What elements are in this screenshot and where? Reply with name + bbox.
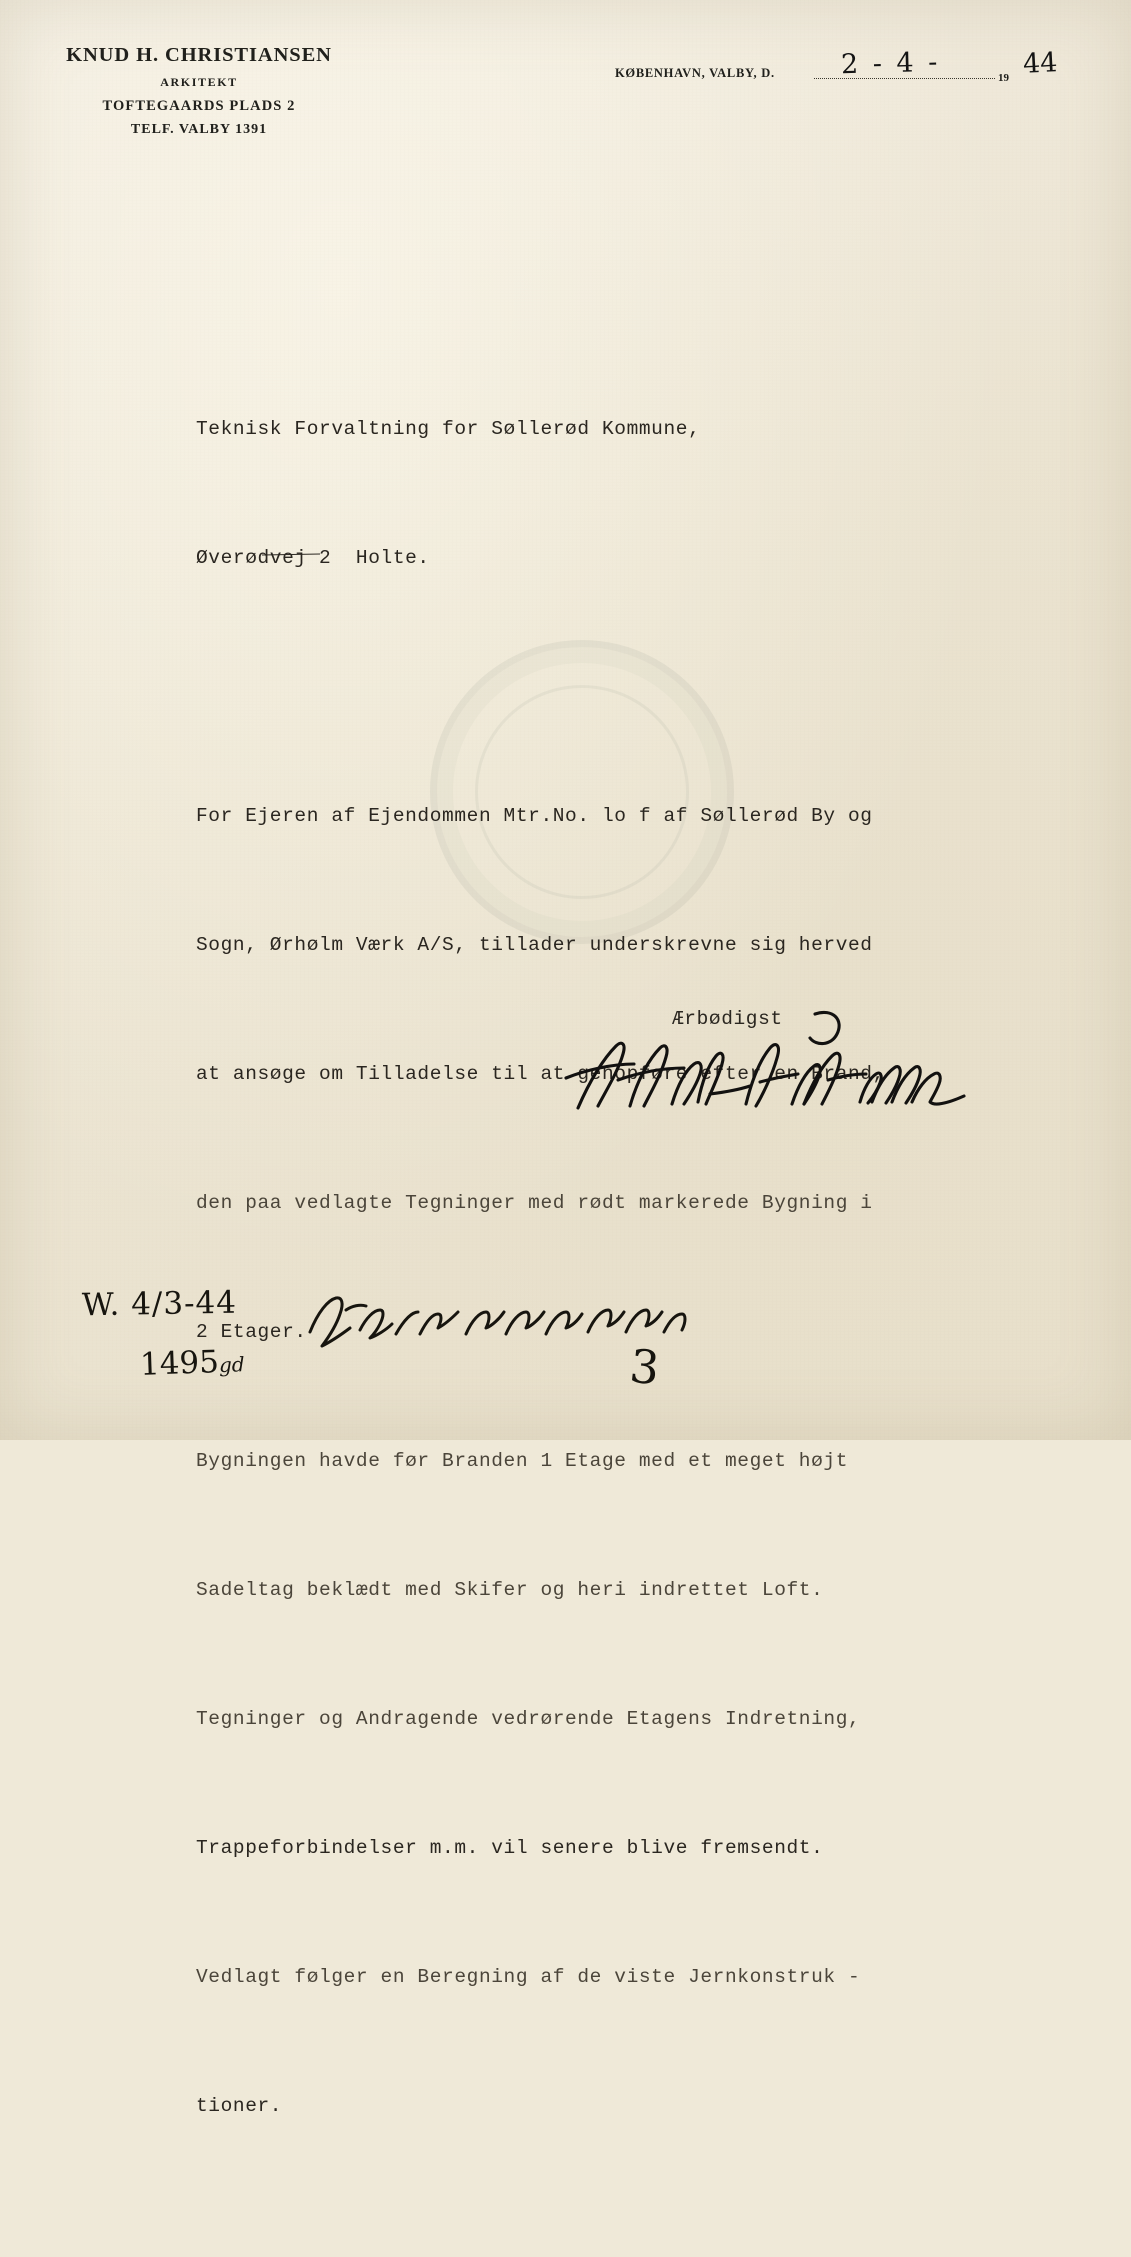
body-p2-line-4: Trappeforbindelser m.m. vil senere blive fremsendt. — [196, 1837, 824, 1859]
body-p1-line-4: den paa vedlagte Tegninger med rødt markerede Bygning i — [196, 1192, 873, 1214]
body-p1-line-5: 2 Etager. — [196, 1321, 307, 1343]
body-p1-line-2: Sogn, Ørhølm Værk A/S, tillader underskrevne sig herved — [196, 934, 873, 956]
dateline-day-handwritten: 2 - 4 - — [840, 46, 941, 81]
body-p2-line-3: Tegninger og Andragende vedrørende Etagens Indretning, — [196, 1708, 861, 1730]
letter-body — [196, 322, 1016, 2257]
letterhead-name: KNUD H. CHRISTIANSEN — [66, 44, 332, 66]
letterhead-address: TOFTEGAARDS PLADS 2 — [102, 98, 296, 114]
body-spacer — [196, 666, 1016, 709]
annotation-received-mark: W. 4/3-44 — [81, 1284, 238, 1324]
annotation-case-number-value: 1495 — [139, 1344, 220, 1383]
body-p2-line-6: tioner. — [196, 2095, 283, 2117]
annotation-case-number-suffix: gd — [218, 1352, 246, 1378]
dateline-year-prefix: 19 — [998, 72, 1009, 84]
letterhead-telephone: TELF. VALBY 1391 — [130, 122, 268, 137]
recipient-line-2: Øverødvej 2 Holte. — [196, 547, 430, 569]
recipient-line-1: Teknisk Forvaltning for Søllerød Kommune, — [196, 418, 701, 440]
body-p2-line-2: Sadeltag beklædt med Skifer og heri indrettet Loft. — [196, 1579, 824, 1601]
body-p1-line-3: at ansøge om Tilladelse til at genopføre efter en Brand, — [196, 1063, 885, 1085]
dateline — [615, 46, 1085, 92]
letterhead-role: ARKITEKT — [160, 75, 238, 89]
body-p1-line-1: For Ejeren af Ejendommen Mtr.No. lo f af Søllerød By og — [196, 805, 873, 827]
body-p2-line-5: Vedlagt følger en Beregning af de viste Jernkonstruk - — [196, 1966, 861, 1988]
dateline-place-label: KØBENHAVN, VALBY, D. — [615, 66, 775, 80]
dateline-year-handwritten: 44 — [1022, 47, 1059, 80]
annotation-page-mark: 3 — [627, 1338, 663, 1396]
closing-salutation: Ærbødigst — [672, 1008, 783, 1030]
annotation-case-number — [139, 1343, 245, 1383]
letterhead — [34, 44, 364, 138]
body-p2-line-1: Bygningen havde før Branden 1 Etage med et meget højt — [196, 1450, 849, 1472]
